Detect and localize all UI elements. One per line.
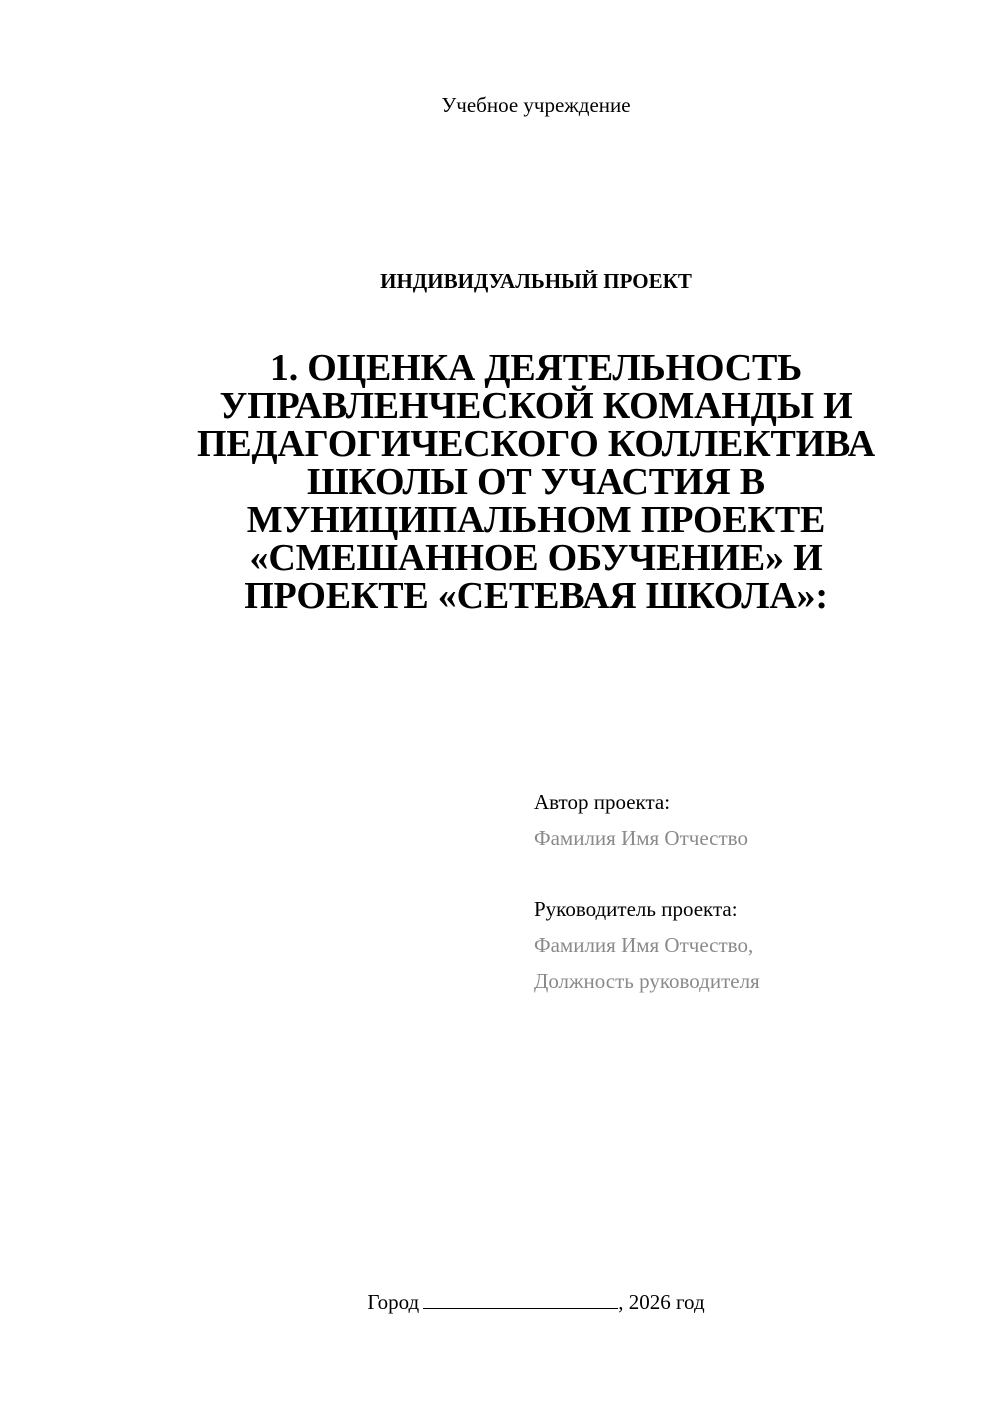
author-block xyxy=(534,784,954,856)
title-line: ПРОЕКТЕ «СЕТЕВАЯ ШКОЛА»: xyxy=(244,575,828,617)
supervisor-label: Руководитель проекта: xyxy=(534,897,738,921)
project-title xyxy=(160,349,912,615)
institution-name: Учебное учреждение xyxy=(441,93,631,117)
title-line: «СМЕШАННОЕ ОБУЧЕНИЕ» И xyxy=(249,537,823,579)
city-blank-line xyxy=(423,1288,618,1309)
supervisor-block xyxy=(534,891,954,999)
supervisor-name-placeholder: Фамилия Имя Отчество, xyxy=(534,933,754,957)
city-year-line xyxy=(0,1287,1000,1317)
title-line: ПЕДАГОГИЧЕСКОГО КОЛЛЕКТИВА xyxy=(196,423,876,465)
supervisor-position-placeholder: Должность руководителя xyxy=(534,969,760,993)
document-type-heading: ИНДИВИДУАЛЬНЫЙ ПРОЕКТ xyxy=(380,269,692,293)
title-line: 1. ОЦЕНКА ДЕЯТЕЛЬНОСТЬ xyxy=(269,347,803,389)
title-line: УПРАВЛЕНЧЕСКОЙ КОМАНДЫ И xyxy=(219,385,853,427)
city-label: Город xyxy=(367,1290,420,1314)
author-name-placeholder: Фамилия Имя Отчество xyxy=(534,826,748,850)
title-line: ШКОЛЫ ОТ УЧАСТИЯ В xyxy=(307,461,765,503)
year-text: , 2026 год xyxy=(618,1290,705,1314)
title-line: МУНИЦИПАЛЬНОМ ПРОЕКТЕ xyxy=(246,499,826,541)
author-label: Автор проекта: xyxy=(534,790,671,814)
